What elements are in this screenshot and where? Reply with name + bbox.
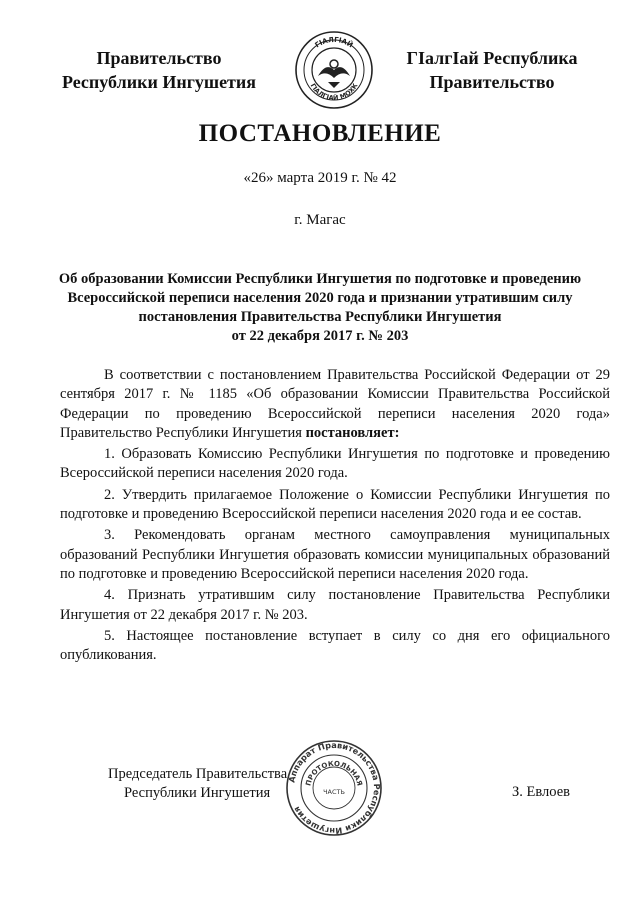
emblem-text-bottom: ГӀАЛГӀАЙ МОХК (308, 81, 360, 103)
stamp-ring-text: Аппарат Правительства Республики Ингушетия (286, 739, 383, 837)
subject-line-2: Всероссийской переписи населения 2020 года и признании утратившим силу (67, 290, 573, 306)
city: г. Магас (294, 212, 346, 228)
document-subject (48, 270, 592, 346)
signatory-position (108, 765, 287, 803)
signatory-name: З. Евлоев (512, 784, 570, 800)
body-item-3: 3. Рекомендовать органам местного самоуправления муниципальных образований Республики Ингушетия образовать комиссии муниципальных образований по подготовке и проведению Всероссийской переписи населения 2020 года. (60, 527, 610, 582)
document-title: ПОСТАНОВЛЕНИЕ (198, 120, 442, 147)
header-right-line2: Правительство (429, 72, 555, 92)
subject-line-3: постановления Правительства Республики Ингушетия (138, 309, 502, 325)
body-item-1: 1. Образовать Комиссию Республики Ингушетия по подготовке и проведению Всероссийской переписи населения 2020 года. (60, 446, 610, 482)
header-left-line1: Правительство (96, 48, 222, 68)
stamp-inner-arc: ПРОТОКОЛЬНАЯ (304, 759, 364, 787)
coat-of-arms-emblem (294, 30, 374, 110)
emblem-text-top: ГӀАЛГӀАЙ (313, 35, 355, 50)
body-item-2: 2. Утвердить прилагаемое Положение о Комиссии Республики Ингушетия по подготовке и проведению Всероссийской переписи населения 2020 года и ее состав. (60, 486, 610, 523)
position-line-2: Республики Ингушетия (124, 785, 271, 801)
document-body (60, 366, 610, 665)
header-left (44, 46, 274, 94)
official-stamp (284, 738, 384, 838)
intro-bold-verb: постановляет: (305, 424, 400, 441)
body-item-5: 5. Настоящее постановление вступает в силу со дня его официального опубликования. (60, 627, 610, 664)
date-and-number: «26» марта 2019 г. № 42 (243, 170, 397, 186)
header-right-line1: ГӀалгӀай Республика (406, 48, 578, 68)
body-intro (60, 366, 610, 443)
intro-text: В соответствии с постановлением Правительства Российской Федерации от 29 сентября 2017 г. № 1185 «Об образовании Комиссии Правительства Российской Федерации по проведению Всероссийской переписи населения 2020 года» Правительство Республики Ингушетия (60, 367, 610, 441)
subject-line-1: Об образовании Комиссии Республики Ингушетия по подготовке и проведению (58, 271, 582, 287)
header-left-line2: Республики Ингушетия (61, 72, 257, 92)
body-item-4: 4. Признать утратившим силу постановление Правительства Республики Ингушетия от 22 декабря 2017 г. № 203. (60, 587, 610, 623)
position-line-1: Председатель Правительства (108, 766, 288, 782)
stamp-center-text: ЧАСТЬ (323, 788, 345, 796)
header-right (392, 46, 592, 94)
subject-line-4: от 22 декабря 2017 г. № 203 (231, 328, 409, 344)
